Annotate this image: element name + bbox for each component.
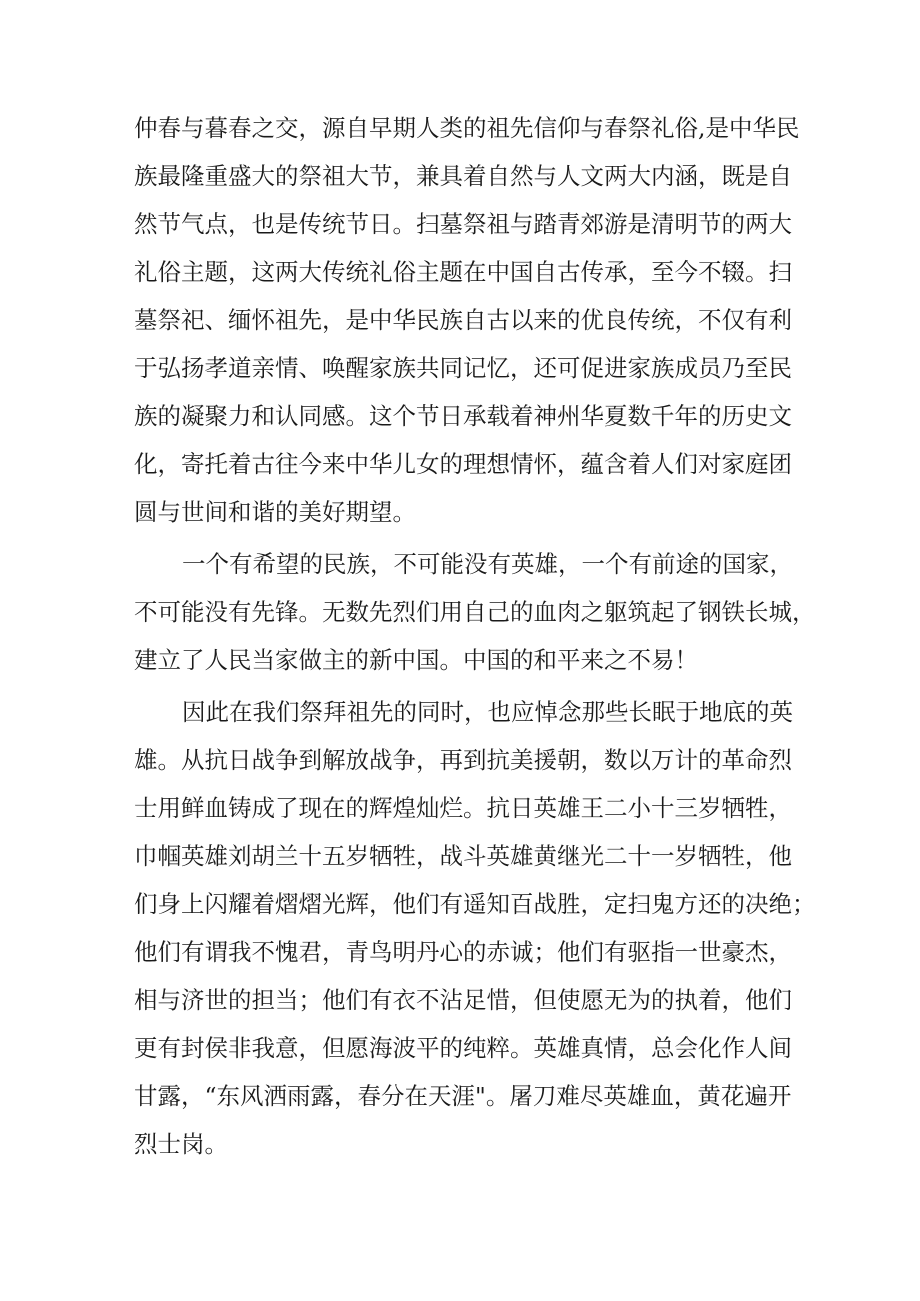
paragraph-line (0, 344, 920, 392)
line-text: 更有封侯非我意，但愿海波平的纯粹。英雄真情，总会化作人间 (134, 1034, 792, 1062)
line-text: 圆与世间和谐的美好期望。 (134, 498, 416, 526)
paragraph-line (0, 440, 920, 488)
line-text: 烈士岗。 (134, 1130, 228, 1158)
paragraph-line (0, 200, 920, 248)
line-text: 因此在我们祭拜祖先的同时，也应悼念那些长眠于地底的英 (182, 698, 793, 726)
line-text: 墓祭祀、缅怀祖先，是中华民族自古以来的优良传统，不仅有利 (134, 306, 792, 334)
paragraph-line (0, 296, 920, 344)
paragraph-line (0, 1072, 920, 1120)
line-text: 族的凝聚力和认同感。这个节日承载着神州华夏数千年的历史文 (134, 402, 792, 430)
line-text: 不可能没有先锋。无数先烈们用自己的血肉之躯筑起了钢铁长城， (134, 598, 816, 626)
line-text: 巾帼英雄刘胡兰十五岁牺牲，战斗英雄黄继光二十一岁牺牲，他 (134, 842, 792, 870)
line-text: 相与济世的担当；他们有衣不沾足惜，但使愿无为的执着，他们 (134, 986, 792, 1014)
line-text: 仲春与暮春之交，源自早期人类的祖先信仰与春祭礼俗,是中华民 (134, 114, 800, 142)
line-text: 甘露，“东风洒雨露，春分在天涯"。屠刀难尽英雄血，黄花遍开 (134, 1082, 792, 1110)
paragraph-line (0, 688, 920, 736)
line-text: 雄。从抗日战争到解放战争，再到抗美援朝，数以万计的革命烈 (134, 746, 792, 774)
paragraph-line (0, 880, 920, 928)
paragraph-line (0, 976, 920, 1024)
paragraph-line (0, 104, 920, 152)
paragraph-line (0, 588, 920, 636)
line-text: 建立了人民当家做主的新中国。中国的和平来之不易！ (134, 646, 698, 674)
paragraph-line (0, 832, 920, 880)
paragraph-line (0, 736, 920, 784)
line-text: 化，寄托着古往今来中华儿女的理想情怀，蕴含着人们对家庭团 (134, 450, 792, 478)
paragraph-line (0, 1120, 920, 1168)
paragraph-line (0, 928, 920, 976)
line-text: 族最隆重盛大的祭祖大节，兼具着自然与人文两大内涵，既是自 (134, 162, 792, 190)
paragraph-line (0, 540, 920, 588)
paragraph-line (0, 636, 920, 684)
line-text: 他们有谓我不愧君，青鸟明丹心的赤诚；他们有驱指一世豪杰， (134, 938, 792, 966)
line-text: 于弘扬孝道亲情、唤醒家族共同记忆，还可促进家族成员乃至民 (134, 354, 792, 382)
paragraph-line (0, 248, 920, 296)
paragraph-line (0, 488, 920, 536)
paragraph-line (0, 1024, 920, 1072)
paragraph-line (0, 392, 920, 440)
line-text: 一个有希望的民族，不可能没有英雄，一个有前途的国家， (182, 550, 793, 578)
line-text: 然节气点，也是传统节日。扫墓祭祖与踏青郊游是清明节的两大 (134, 210, 792, 238)
paragraph-line (0, 152, 920, 200)
line-text: 礼俗主题，这两大传统礼俗主题在中国自古传承，至今不辍。扫 (134, 258, 792, 286)
line-text: 们身上闪耀着熠熠光辉，他们有遥知百战胜，定扫鬼方还的决绝； (134, 890, 816, 918)
paragraph-line (0, 784, 920, 832)
line-text: 士用鲜血铸成了现在的辉煌灿烂。抗日英雄王二小十三岁牺牲， (134, 794, 792, 822)
